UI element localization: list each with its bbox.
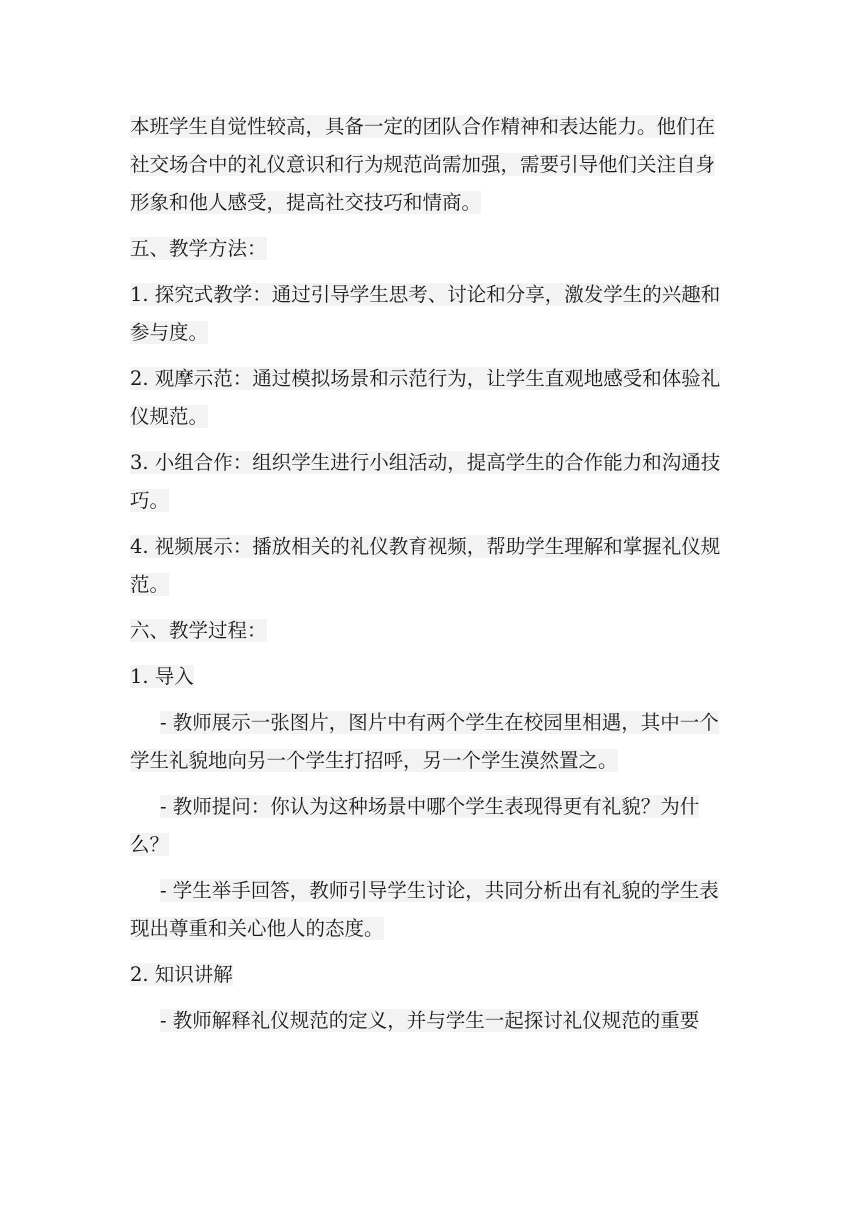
list-item-text: 4. 视频展示：播放相关的礼仪教育视频，帮助学生理解和掌握礼仪规范。 <box>130 535 721 596</box>
list-item-text: 2. 观摩示范：通过模拟场景和示范行为，让学生直观地感受和体验礼仪规范。 <box>130 367 721 428</box>
bullet-item-student-answer <box>130 872 730 948</box>
subheading-text: 1. 导入 <box>130 665 194 688</box>
list-item-method-2 <box>130 360 730 436</box>
paragraph-class-profile <box>130 108 730 222</box>
heading-text: 五、教学方法： <box>130 237 267 260</box>
list-item-text: 1. 探究式教学：通过引导学生思考、讨论和分享，激发学生的兴趣和参与度。 <box>130 283 721 344</box>
list-item-method-3 <box>130 444 730 520</box>
bullet-text: - 学生举手回答，教师引导学生讨论，共同分析出有礼貌的学生表现出尊重和关心他人的态度。 <box>130 879 719 940</box>
bullet-item-define-etiquette <box>130 1002 730 1040</box>
section-heading-teaching-process <box>130 612 730 650</box>
bullet-text: - 教师展示一张图片，图片中有两个学生在校园里相遇，其中一个学生礼貌地向另一个学生打招呼，另一个学生漠然置之。 <box>130 711 719 772</box>
bullet-text: - 教师提问：你认为这种场景中哪个学生表现得更有礼貌？为什么？ <box>130 795 700 856</box>
list-item-method-1 <box>130 276 730 352</box>
bullet-item-show-picture <box>130 704 730 780</box>
bullet-text: - 教师解释礼仪规范的定义，并与学生一起探讨礼仪规范的重要 <box>160 1009 700 1032</box>
subheading-introduction <box>130 658 730 696</box>
bullet-item-teacher-question <box>130 788 730 864</box>
document-body <box>130 108 730 1048</box>
section-heading-teaching-methods <box>130 230 730 268</box>
list-item-text: 3. 小组合作：组织学生进行小组活动，提高学生的合作能力和沟通技巧。 <box>130 451 721 512</box>
list-item-method-4 <box>130 528 730 604</box>
subheading-knowledge-explanation <box>130 956 730 994</box>
heading-text: 六、教学过程： <box>130 619 267 642</box>
paragraph-text: 本班学生自觉性较高，具备一定的团队合作精神和表达能力。他们在社交场合中的礼仪意识和行为规范尚需加强，需要引导他们关注自身形象和他人感受，提高社交技巧和情商。 <box>130 115 716 214</box>
subheading-text: 2. 知识讲解 <box>130 963 233 986</box>
